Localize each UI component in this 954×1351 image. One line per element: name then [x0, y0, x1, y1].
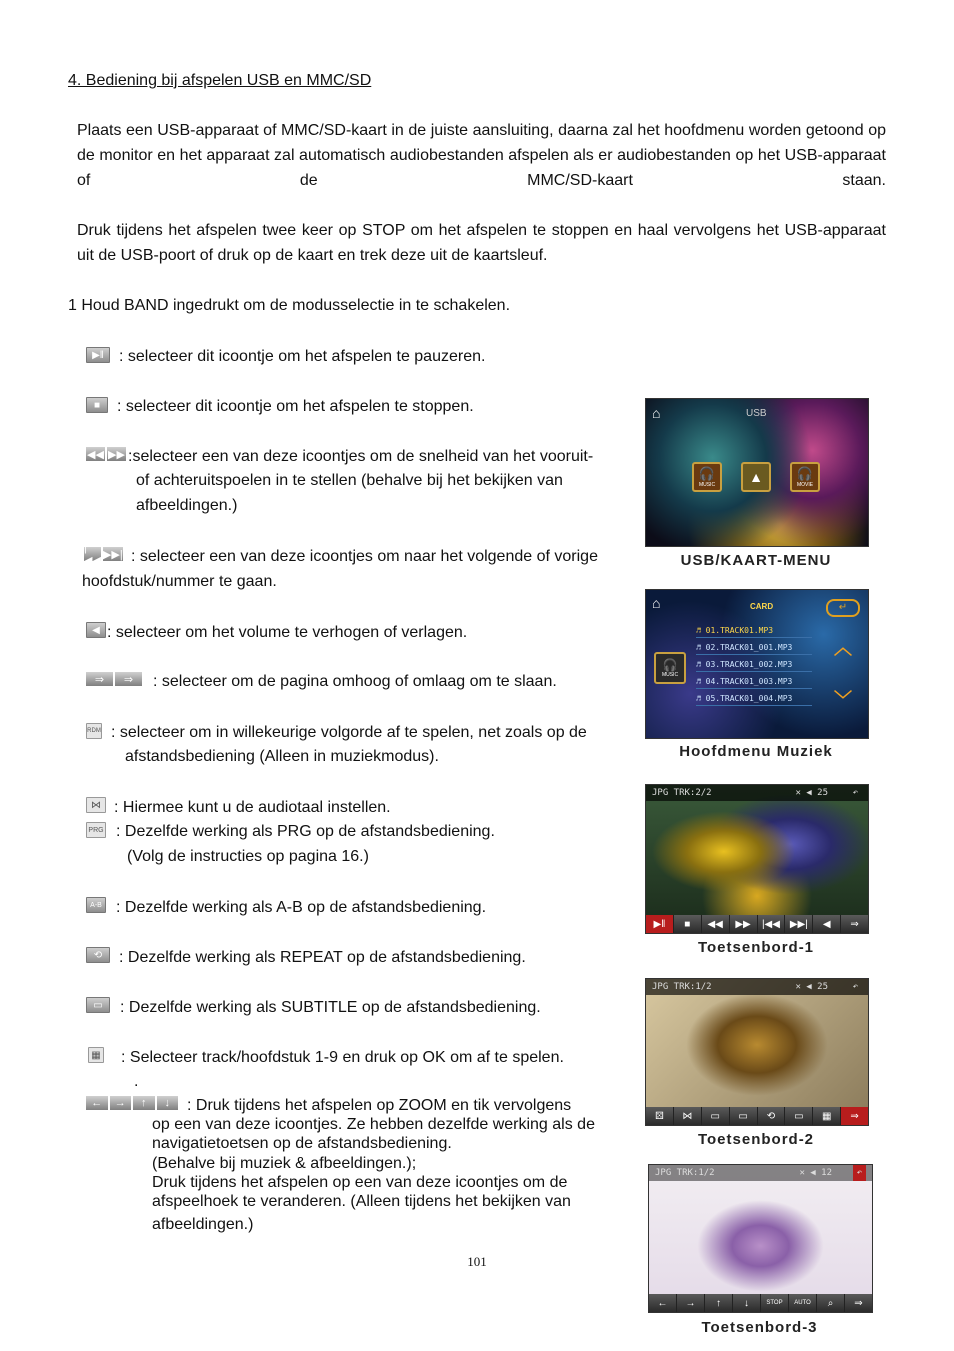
pause-desc: : selecteer dit icoontje om het afspelen te pauzeren. [119, 348, 486, 365]
prg-desc-2: (Volg de instructies op pagina 16.) [127, 848, 369, 865]
track-item: ♬ 01.TRACK01.MP3 [696, 624, 812, 638]
arrow-up-icon: ↑ [705, 1294, 732, 1312]
keyboard-3-caption: Toetsenbord-3 [701, 1319, 818, 1336]
keyboard-1-caption: Toetsenbord-1 [697, 939, 815, 956]
photo-mode-icon: ▲ [741, 462, 771, 492]
arrow-down-icon: ↓ [733, 1294, 760, 1312]
music-mode-icon: 🎧 MUSIC [692, 462, 722, 492]
skip-desc-2: hoofdstuk/nummer te gaan. [82, 573, 277, 590]
stop-icon: ■ [674, 915, 701, 933]
volume-icon: ◀ [813, 915, 840, 933]
stop-desc: : selecteer dit icoontje om het afspelen te stoppen. [117, 398, 474, 415]
arrow-left-icon: ← [86, 1096, 108, 1110]
subtitle-icon: ▭ [86, 997, 110, 1013]
volume-desc: : selecteer om het volume te verhogen of verlagen. [107, 624, 468, 641]
grid-icon: ▦ [88, 1047, 104, 1063]
play-pause-icon: ▶‖ [86, 347, 110, 363]
button-bar [646, 915, 868, 933]
home-icon: ⌂ [652, 405, 661, 421]
auto-label: AUTO [789, 1294, 816, 1312]
random-desc-1: : selecteer om in willekeurige volgorde af te spelen, net zoals op de [111, 724, 587, 741]
movie-mode-icon: 🎧 MOVIE [790, 462, 820, 492]
card-title: CARD [750, 602, 774, 611]
keyboard-2-screenshot [645, 978, 869, 1126]
button-bar [649, 1294, 872, 1312]
audio-desc: : Hiermee kunt u de audiotaal instellen. [114, 799, 391, 816]
track-item: ♬ 05.TRACK01_004.MP3 [696, 692, 812, 706]
zoom-desc-5: Druk tijdens het afspelen op een van deze icoontjes om de [152, 1174, 568, 1191]
button-bar [646, 1107, 868, 1125]
repeat-icon: ⟲ [758, 1107, 785, 1125]
previous-icon: |◀◀ [84, 541, 101, 567]
next-icon: ▶▶| [102, 548, 123, 561]
scroll-up-icon: ︿ [834, 638, 852, 658]
track-desc: : Selecteer track/hoofdstuk 1-9 en druk op OK om af te spelen. [121, 1049, 564, 1066]
return-icon: ↶ [852, 788, 858, 798]
back-icon: ↵ [826, 599, 860, 617]
arrow-right-icon: → [110, 1096, 132, 1110]
music-menu-screenshot [645, 589, 869, 739]
section-heading: 4. Bediening bij afspelen USB en MMC/SD [68, 72, 372, 89]
speed-desc-3: afbeeldingen.) [136, 497, 238, 514]
rewind-icon: ◀◀ [702, 915, 729, 933]
stop-label: STOP [761, 1294, 788, 1312]
status-bar: JPG TRK:1/2 ✕ ◀ 12 ↶ [649, 1165, 872, 1181]
stop-paragraph: Druk tijdens het afspelen twee keer op STOP om het afspelen te stoppen en haal vervolgens het USB-apparaat uit de USB-poort of druk op de kaart en trek deze uit de kaartsleuf. [77, 222, 886, 264]
skip-desc-1: : selecteer een van deze icoontjes om naar het volgende of vorige [131, 548, 598, 565]
scroll-down-icon: ﹀ [834, 690, 852, 710]
page-next-icon: ⇒ [841, 915, 868, 933]
zoom-desc-6: afspeelhoek te veranderen. (Alleen tijdens het bekijken van [152, 1193, 571, 1210]
fast-forward-icon: ▶▶ [108, 448, 125, 461]
speed-desc-2: of achteruitspoelen in te stellen (behalve bij het bekijken van [136, 472, 563, 489]
repeat-desc: : Dezelfde werking als REPEAT op de afstandsbediening. [119, 949, 526, 966]
track-item: ♬ 03.TRACK01_002.MP3 [696, 658, 812, 672]
subtitle-icon: ▭ [785, 1107, 812, 1125]
audio-language-icon: ⋈ [674, 1107, 701, 1125]
repeat-icon: ⟲ [86, 947, 110, 963]
previous-icon: |◀◀ [758, 915, 785, 933]
keyboard-2-caption: Toetsenbord-2 [697, 1131, 815, 1148]
step-1: 1 Houd BAND ingedrukt om de modusselectie in te schakelen. [68, 297, 511, 314]
prg-icon: ▭ [702, 1107, 729, 1125]
return-icon: ↶ [853, 1165, 866, 1181]
dot-mark: . [134, 1073, 139, 1090]
arrow-up-icon: ↑ [133, 1096, 155, 1110]
play-pause-icon: ▶‖ [646, 915, 673, 933]
page-icons [86, 672, 142, 686]
usb-menu-caption: USB/KAART-MENU [680, 552, 832, 569]
page-next-icon: ⇒ [845, 1294, 872, 1312]
page-number: 101 [467, 1254, 487, 1269]
zoom-desc-3: navigatietoetsen op de afstandsbediening. [152, 1135, 452, 1152]
random-icon: ⚄ [646, 1107, 673, 1125]
volume-indicator: ✕ ◀ 12 [799, 1168, 832, 1178]
page-down-icon: ⇒ [86, 672, 113, 686]
arrow-left-icon: ← [649, 1294, 676, 1312]
prg-icon: PRG [86, 822, 106, 838]
stop-icon: ■ [86, 397, 108, 413]
music-menu-caption: Hoofdmenu Muziek [679, 743, 833, 760]
prg-desc-1: : Dezelfde werking als PRG op de afstandsbediening. [116, 823, 495, 840]
page-up-icon: ⇒ [115, 672, 142, 686]
ab-icon: ▭ [730, 1107, 757, 1125]
track-item: ♬ 04.TRACK01_003.MP3 [696, 675, 812, 689]
home-icon: ⌂ [652, 595, 661, 611]
arrow-down-icon: ↓ [157, 1096, 179, 1110]
zoom-desc-4: (Behalve bij muziek & afbeeldingen.); [152, 1155, 417, 1172]
skip-icons [84, 541, 123, 567]
keyboard-3-screenshot [648, 1164, 873, 1313]
zoom-arrow-icons [86, 1096, 178, 1110]
zoom-desc-1: : Druk tijdens het afspelen op ZOOM en tik vervolgens [187, 1097, 572, 1114]
volume-indicator: ✕ ◀ 25 [795, 788, 828, 798]
next-icon: ▶▶| [785, 915, 812, 933]
usb-menu-screenshot [645, 398, 869, 547]
volume-icon: ◀ [86, 622, 106, 638]
speed-desc-1: :selecteer een van deze icoontjes om de snelheid van het vooruit- [128, 448, 594, 465]
rewind-icon: ◀◀ [87, 448, 104, 461]
arrow-right-icon: → [677, 1294, 704, 1312]
track-item: ♬ 02.TRACK01_001.MP3 [696, 641, 812, 655]
status-bar: JPG TRK:2/2 ✕ ◀ 25 ↶ [646, 785, 868, 801]
status-bar: JPG TRK:1/2 ✕ ◀ 25 ↶ [646, 979, 868, 995]
zoom-desc-7: afbeeldingen.) [152, 1216, 254, 1233]
volume-indicator: ✕ ◀ 25 [795, 982, 828, 992]
usb-title: USB [746, 408, 767, 419]
audio-language-icon: ⋈ [86, 797, 106, 813]
page-desc: : selecteer om de pagina omhoog of omlaag om te slaan. [153, 673, 557, 690]
ab-icon: A-B [86, 897, 106, 913]
random-desc-2: afstandsbediening (Alleen in muziekmodus). [125, 748, 439, 765]
fast-forward-icon: ▶▶ [730, 915, 757, 933]
page-next-icon: ⇒ [841, 1107, 868, 1125]
music-icon: 🎧 MUSIC [654, 652, 686, 684]
ab-desc: : Dezelfde werking als A-B op de afstandsbediening. [116, 899, 487, 916]
random-icon: RDM [86, 723, 102, 739]
subtitle-desc: : Dezelfde werking als SUBTITLE op de afstandsbediening. [120, 999, 541, 1016]
intro-paragraph: Plaats een USB-apparaat of MMC/SD-kaart in de juiste aansluiting, daarna zal het hoofdmenu worden getoond op de monitor en het apparaat zal automatisch audiobestanden afspelen als er audiobestanden op het USB-apparaat of de MMC/SD-kaart staan. [77, 122, 886, 189]
keyboard-1-screenshot [645, 784, 869, 934]
grid-icon: ▦ [813, 1107, 840, 1125]
zoom-desc-2: op een van deze icoontjes. Ze hebben dezelfde werking als de [152, 1116, 595, 1133]
rewind-forward-icons [86, 447, 126, 461]
zoom-icon: ⌕ [817, 1294, 844, 1312]
return-icon: ↶ [852, 982, 858, 992]
